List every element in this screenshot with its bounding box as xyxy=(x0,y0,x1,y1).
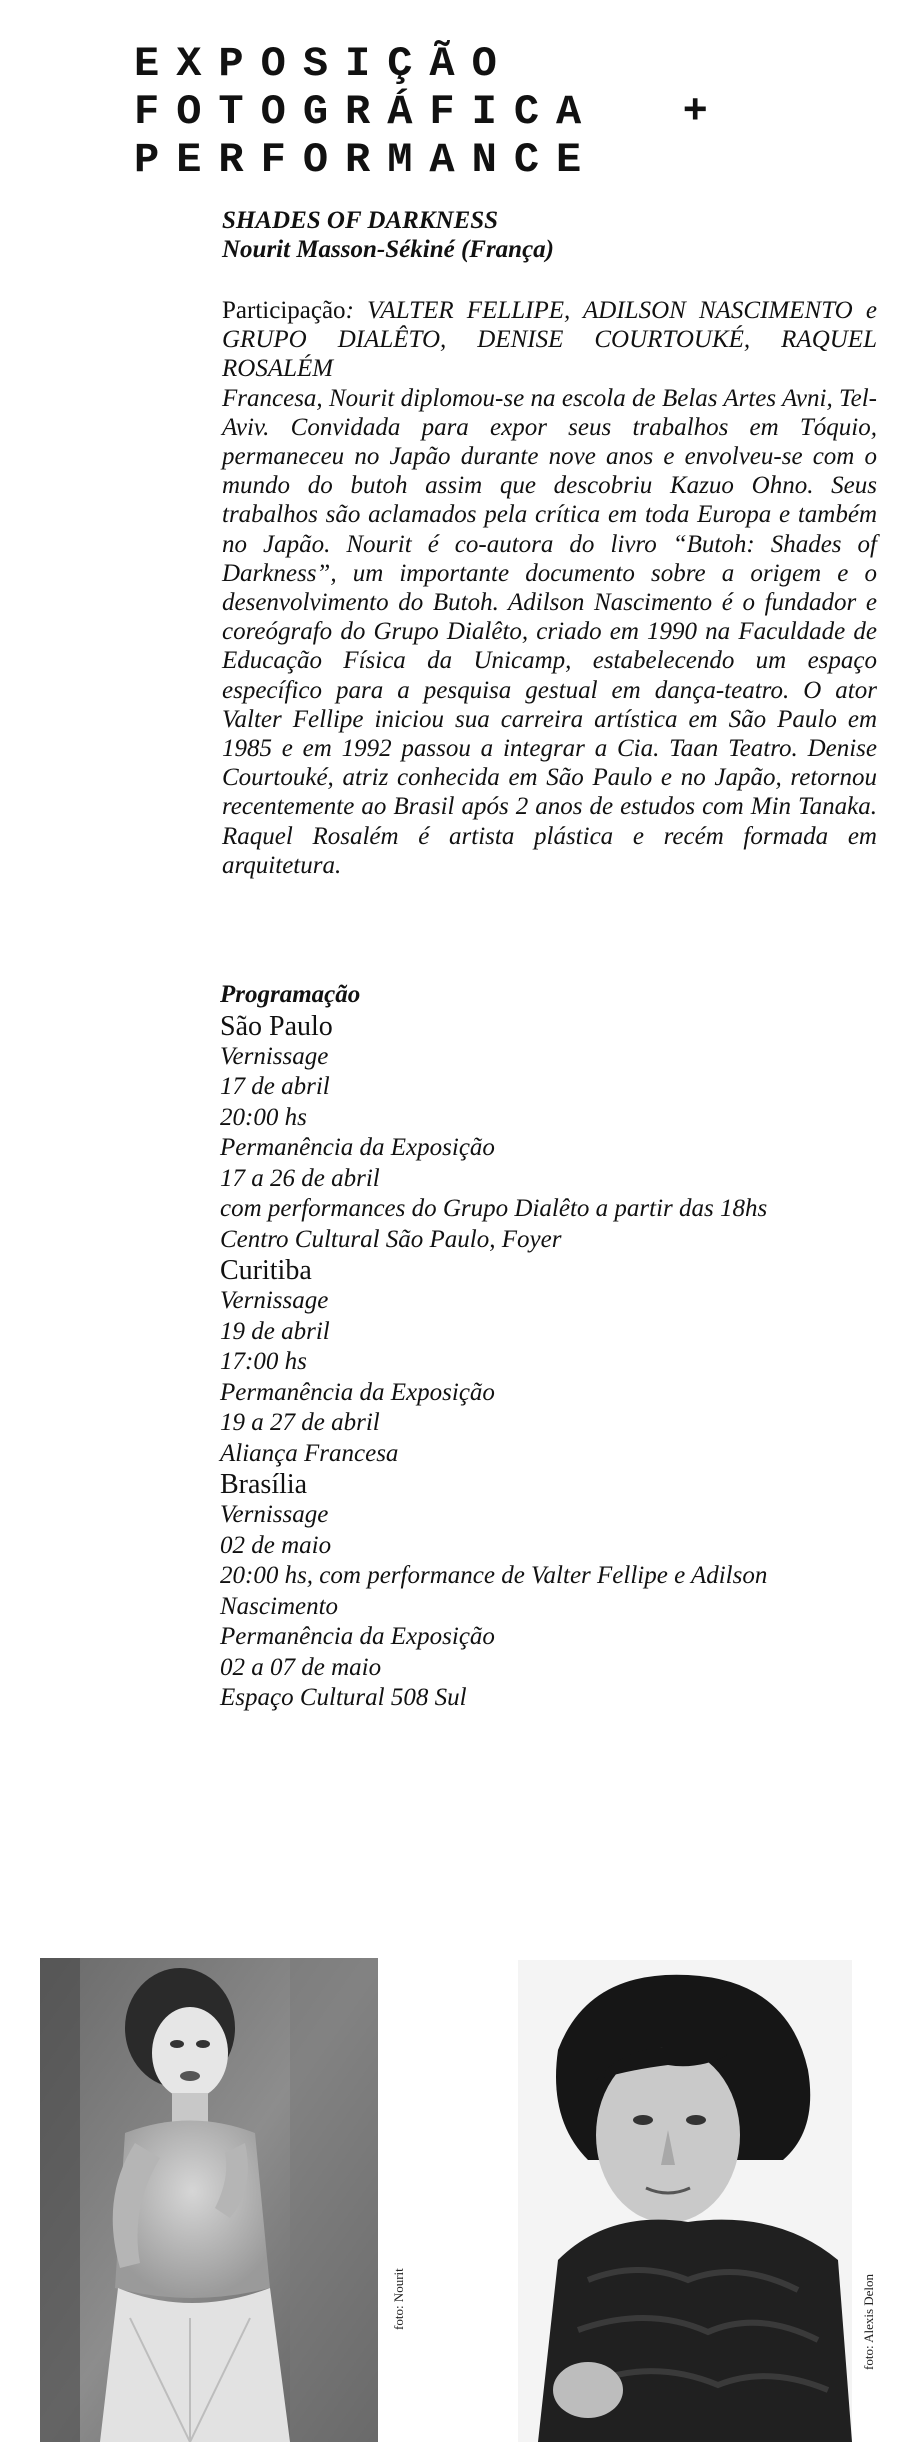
city-block-sao-paulo xyxy=(220,1011,880,1256)
city-block-brasilia xyxy=(220,1469,880,1714)
program-line: Vernissage xyxy=(220,1042,329,1070)
city-name: São Paulo xyxy=(220,1010,333,1042)
program-line: Centro Cultural São Paulo, Foyer xyxy=(220,1225,562,1253)
program-line: Vernissage xyxy=(220,1501,329,1528)
program-section xyxy=(220,980,880,1714)
city-block-curitiba xyxy=(220,1255,880,1469)
subheading xyxy=(222,206,554,264)
performer-photo xyxy=(40,1958,378,2442)
program-line: Permanência da Exposição xyxy=(220,1134,495,1161)
photo-credit-right: foto: Alexis Delon xyxy=(861,2273,876,2370)
program-line: Permanência da Exposição xyxy=(220,1623,495,1650)
program-line: 19 de abril xyxy=(220,1317,330,1345)
title-line-3: PERFORMANCE xyxy=(134,136,599,184)
program-line: com performances do Grupo Dialêto a partir das 18hs xyxy=(220,1195,768,1222)
program-line: Espaço Cultural 508 Sul xyxy=(220,1684,467,1711)
program-line: 17 a 26 de abril xyxy=(220,1164,380,1192)
program-line: 20:00 hs xyxy=(220,1103,307,1131)
title-line-1: EXPOSIÇÃO xyxy=(134,40,514,88)
artist-name: Nourit Masson-Sékiné (França) xyxy=(222,236,554,263)
page-title xyxy=(134,40,725,184)
performer-photo-image xyxy=(40,1958,378,2442)
participation-paragraph xyxy=(222,296,877,384)
program-line: 02 a 07 de maio xyxy=(220,1653,382,1681)
participation-names: : VALTER FELLIPE, ADILSON NASCIMENTO e GRUPO DIALÊTO, DENISE COURTOUKÉ, RAQUEL ROSALÉM xyxy=(222,297,877,383)
program-line: Vernissage xyxy=(220,1287,329,1314)
city-name: Brasília xyxy=(220,1469,308,1500)
program-line: Permanência da Exposição xyxy=(220,1378,495,1406)
title-line-2: FOTOGRÁFICA + xyxy=(134,88,725,136)
photo-credit-left: foto: Nourit xyxy=(391,2268,406,2330)
program-label: Programação xyxy=(220,981,361,1008)
city-name: Curitiba xyxy=(220,1255,312,1286)
program-line: 02 de maio xyxy=(220,1531,332,1559)
program-line: Aliança Francesa xyxy=(220,1439,399,1467)
bio-paragraph: Francesa, Nourit diplomou-se na escola de Belas Artes Avni, Tel-Aviv. Convidada para expor seus trabalhos em Tóquio, permaneceu no Japão durante nove anos e envolveu-se com o mundo do butoh assim que descobriu Kazuo Ohno. Seus trabalhos são aclamados pela crítica em toda Europa e também no Japão. Nourit é co-autora do livro “Butoh: Shades of Darkness”, um importante documento sobre a origem e o desenvolvimento do Butoh. Adilson Nascimento é o fundador e coreógrafo do Grupo Dialêto, criado em 1990 na Faculdade de Educação Física da Unicamp, estabelecendo um espaço específico para a pesquisa gestual em dança-teatro. O ator Valter Fellipe iniciou sua carreira artística em São Paulo em 1985 e em 1992 passou a integrar a Cia. Taan Teatro. Denise Courtouké, atriz conhecida em São Paulo e no Japão, retornou recentemente ao Brasil após 2 anos de estudos com Min Tanaka. Raquel Rosalém é artista plástica e recém formada em arquitetura. xyxy=(222,384,877,879)
portrait-photo xyxy=(518,1960,852,2442)
exhibition-subtitle: SHADES OF DARKNESS xyxy=(222,207,499,234)
program-line: 17 de abril xyxy=(220,1073,330,1100)
participation-label: Participação xyxy=(222,297,346,324)
portrait-photo-image xyxy=(518,1960,852,2442)
body-text xyxy=(222,296,877,880)
program-line: 20:00 hs, com performance de Valter Fellipe e Adilson Nascimento xyxy=(220,1562,768,1620)
program-line: 19 a 27 de abril xyxy=(220,1409,380,1436)
program-line: 17:00 hs xyxy=(220,1348,307,1375)
